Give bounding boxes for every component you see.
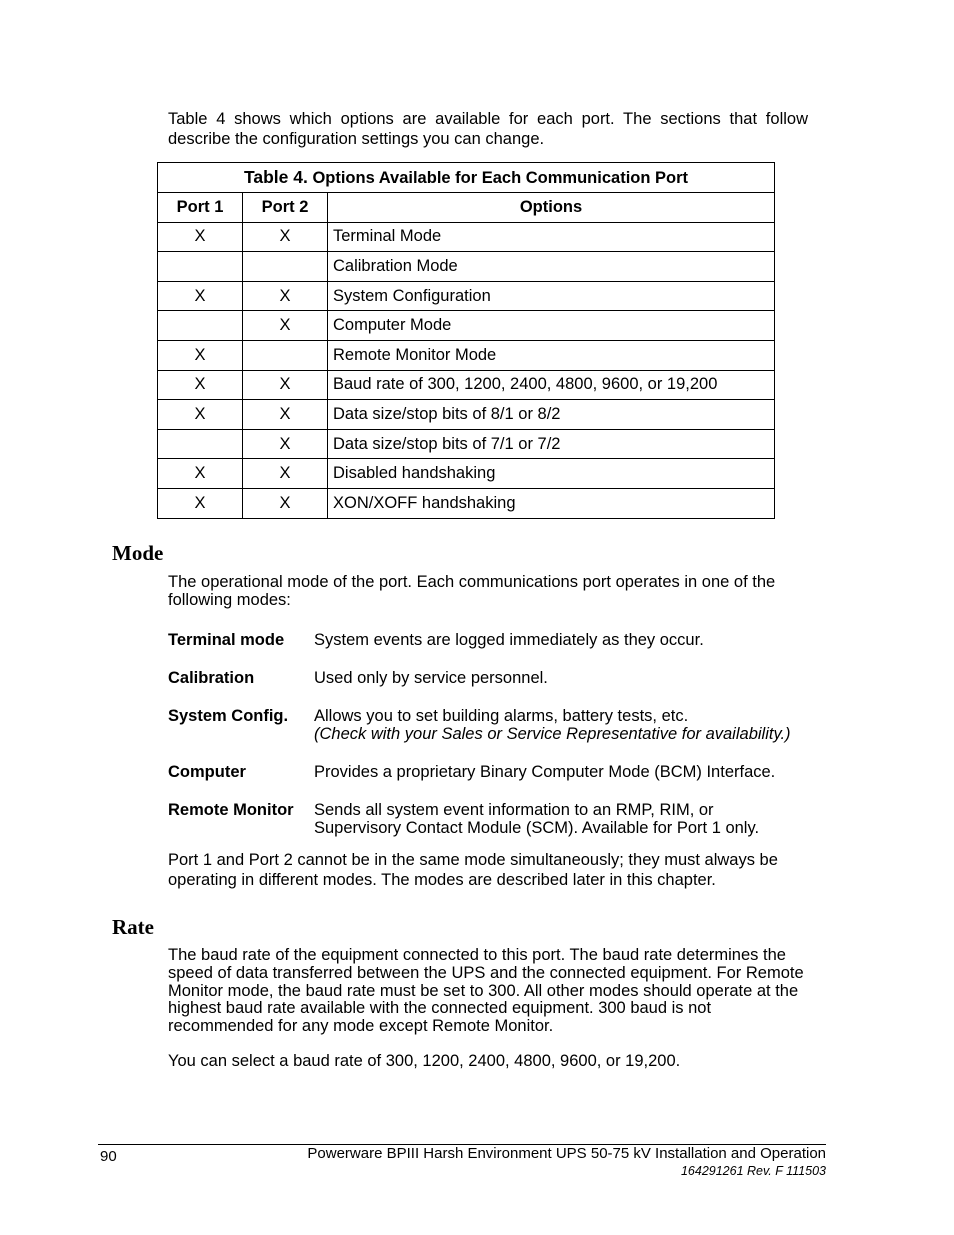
header-options: Options bbox=[328, 193, 775, 223]
port1-cell: X bbox=[158, 340, 243, 370]
term-system-config: System Config. bbox=[168, 707, 289, 725]
port1-cell bbox=[158, 252, 243, 282]
rate-heading: Rate bbox=[112, 915, 154, 939]
port1-cell: X bbox=[158, 370, 243, 400]
mode-intro: The operational mode of the port. Each communications port operates in one of the following modes: bbox=[168, 573, 776, 609]
option-cell: System Configuration bbox=[328, 281, 775, 311]
port1-cell: X bbox=[158, 459, 243, 489]
term-computer: Computer bbox=[168, 763, 246, 781]
options-table bbox=[157, 162, 775, 519]
port1-cell bbox=[158, 429, 243, 459]
rate-options: You can select a baud rate of 300, 1200, 2400, 4800, 9600, or 19,200. bbox=[168, 1052, 681, 1070]
page-number: 90 bbox=[100, 1148, 117, 1165]
port1-cell bbox=[158, 311, 243, 341]
table-row bbox=[158, 340, 775, 370]
table-row bbox=[158, 459, 775, 489]
port2-cell: X bbox=[243, 311, 328, 341]
port1-cell: X bbox=[158, 281, 243, 311]
option-cell: Disabled handshaking bbox=[328, 459, 775, 489]
table-row bbox=[158, 400, 775, 430]
port1-cell: X bbox=[158, 488, 243, 518]
term-remote-monitor: Remote Monitor bbox=[168, 801, 294, 819]
option-cell: Data size/stop bits of 8/1 or 8/2 bbox=[328, 400, 775, 430]
desc-terminal-mode: System events are logged immediately as they occur. bbox=[314, 631, 704, 649]
port1-cell: X bbox=[158, 400, 243, 430]
port1-cell: X bbox=[158, 222, 243, 252]
availability-note: (Check with your Sales or Service Representative for availability.) bbox=[314, 725, 791, 743]
port2-cell: X bbox=[243, 429, 328, 459]
option-cell: Remote Monitor Mode bbox=[328, 340, 775, 370]
footer-title: Powerware BPIII Harsh Environment UPS 50-75 kV Installation and Operation bbox=[307, 1145, 826, 1162]
table-row bbox=[158, 222, 775, 252]
footer-revision: 164291261 Rev. F 111503 bbox=[680, 1164, 826, 1178]
option-cell: XON/XOFF handshaking bbox=[328, 488, 775, 518]
desc-calibration: Used only by service personnel. bbox=[314, 669, 548, 687]
term-calibration: Calibration bbox=[168, 669, 255, 687]
table-row bbox=[158, 311, 775, 341]
term-terminal-mode: Terminal mode bbox=[168, 631, 285, 649]
header-port1: Port 1 bbox=[158, 193, 243, 223]
port2-cell: X bbox=[243, 370, 328, 400]
port2-cell bbox=[243, 340, 328, 370]
mode-closing: Port 1 and Port 2 cannot be in the same mode simultaneously; they must always be operating in different modes. The modes are described later in this chapter. bbox=[168, 851, 778, 889]
desc-remote-monitor: Sends all system event information to an RMP, RIM, or Supervisory Contact Module (SCM). Available for Port 1 only. bbox=[314, 801, 760, 837]
rate-paragraph: The baud rate of the equipment connected to this port. The baud rate determines the speed of data transferred between the UPS and the connected equipment. For Remote Monitor mode, the baud rate must be set to 300. All other modes should operate at the highest baud rate available with the connected equipment. 300 baud is not recommended for any mode except Remote Monitor. bbox=[168, 946, 804, 1036]
table-row bbox=[158, 281, 775, 311]
port2-cell: X bbox=[243, 488, 328, 518]
option-cell: Baud rate of 300, 1200, 2400, 4800, 9600, or 19,200 bbox=[328, 370, 775, 400]
table-row bbox=[158, 429, 775, 459]
intro-paragraph: Table 4 shows which options are available for each port. The sections that follow describe the configuration settings you can change. bbox=[168, 110, 808, 148]
desc-system-config-text: Allows you to set building alarms, battery tests, etc. bbox=[314, 707, 689, 725]
port2-cell: X bbox=[243, 400, 328, 430]
option-cell: Data size/stop bits of 7/1 or 7/2 bbox=[328, 429, 775, 459]
port2-cell: X bbox=[243, 281, 328, 311]
port2-cell: X bbox=[243, 222, 328, 252]
table-row bbox=[158, 370, 775, 400]
option-cell: Terminal Mode bbox=[328, 222, 775, 252]
port2-cell: X bbox=[243, 459, 328, 489]
mode-heading: Mode bbox=[112, 541, 164, 565]
desc-computer: Provides a proprietary Binary Computer Mode (BCM) Interface. bbox=[314, 763, 776, 781]
port2-cell bbox=[243, 252, 328, 282]
option-cell: Calibration Mode bbox=[328, 252, 775, 282]
header-port2: Port 2 bbox=[243, 193, 328, 223]
table-header-row bbox=[158, 193, 775, 223]
table-row bbox=[158, 488, 775, 518]
table-caption bbox=[158, 163, 775, 193]
desc-system-config bbox=[314, 707, 814, 743]
table-caption-prefix: Table 4. bbox=[243, 167, 308, 187]
table-caption-text: Options Available for Each Communication Port bbox=[312, 169, 689, 187]
table-row bbox=[158, 252, 775, 282]
option-cell: Computer Mode bbox=[328, 311, 775, 341]
